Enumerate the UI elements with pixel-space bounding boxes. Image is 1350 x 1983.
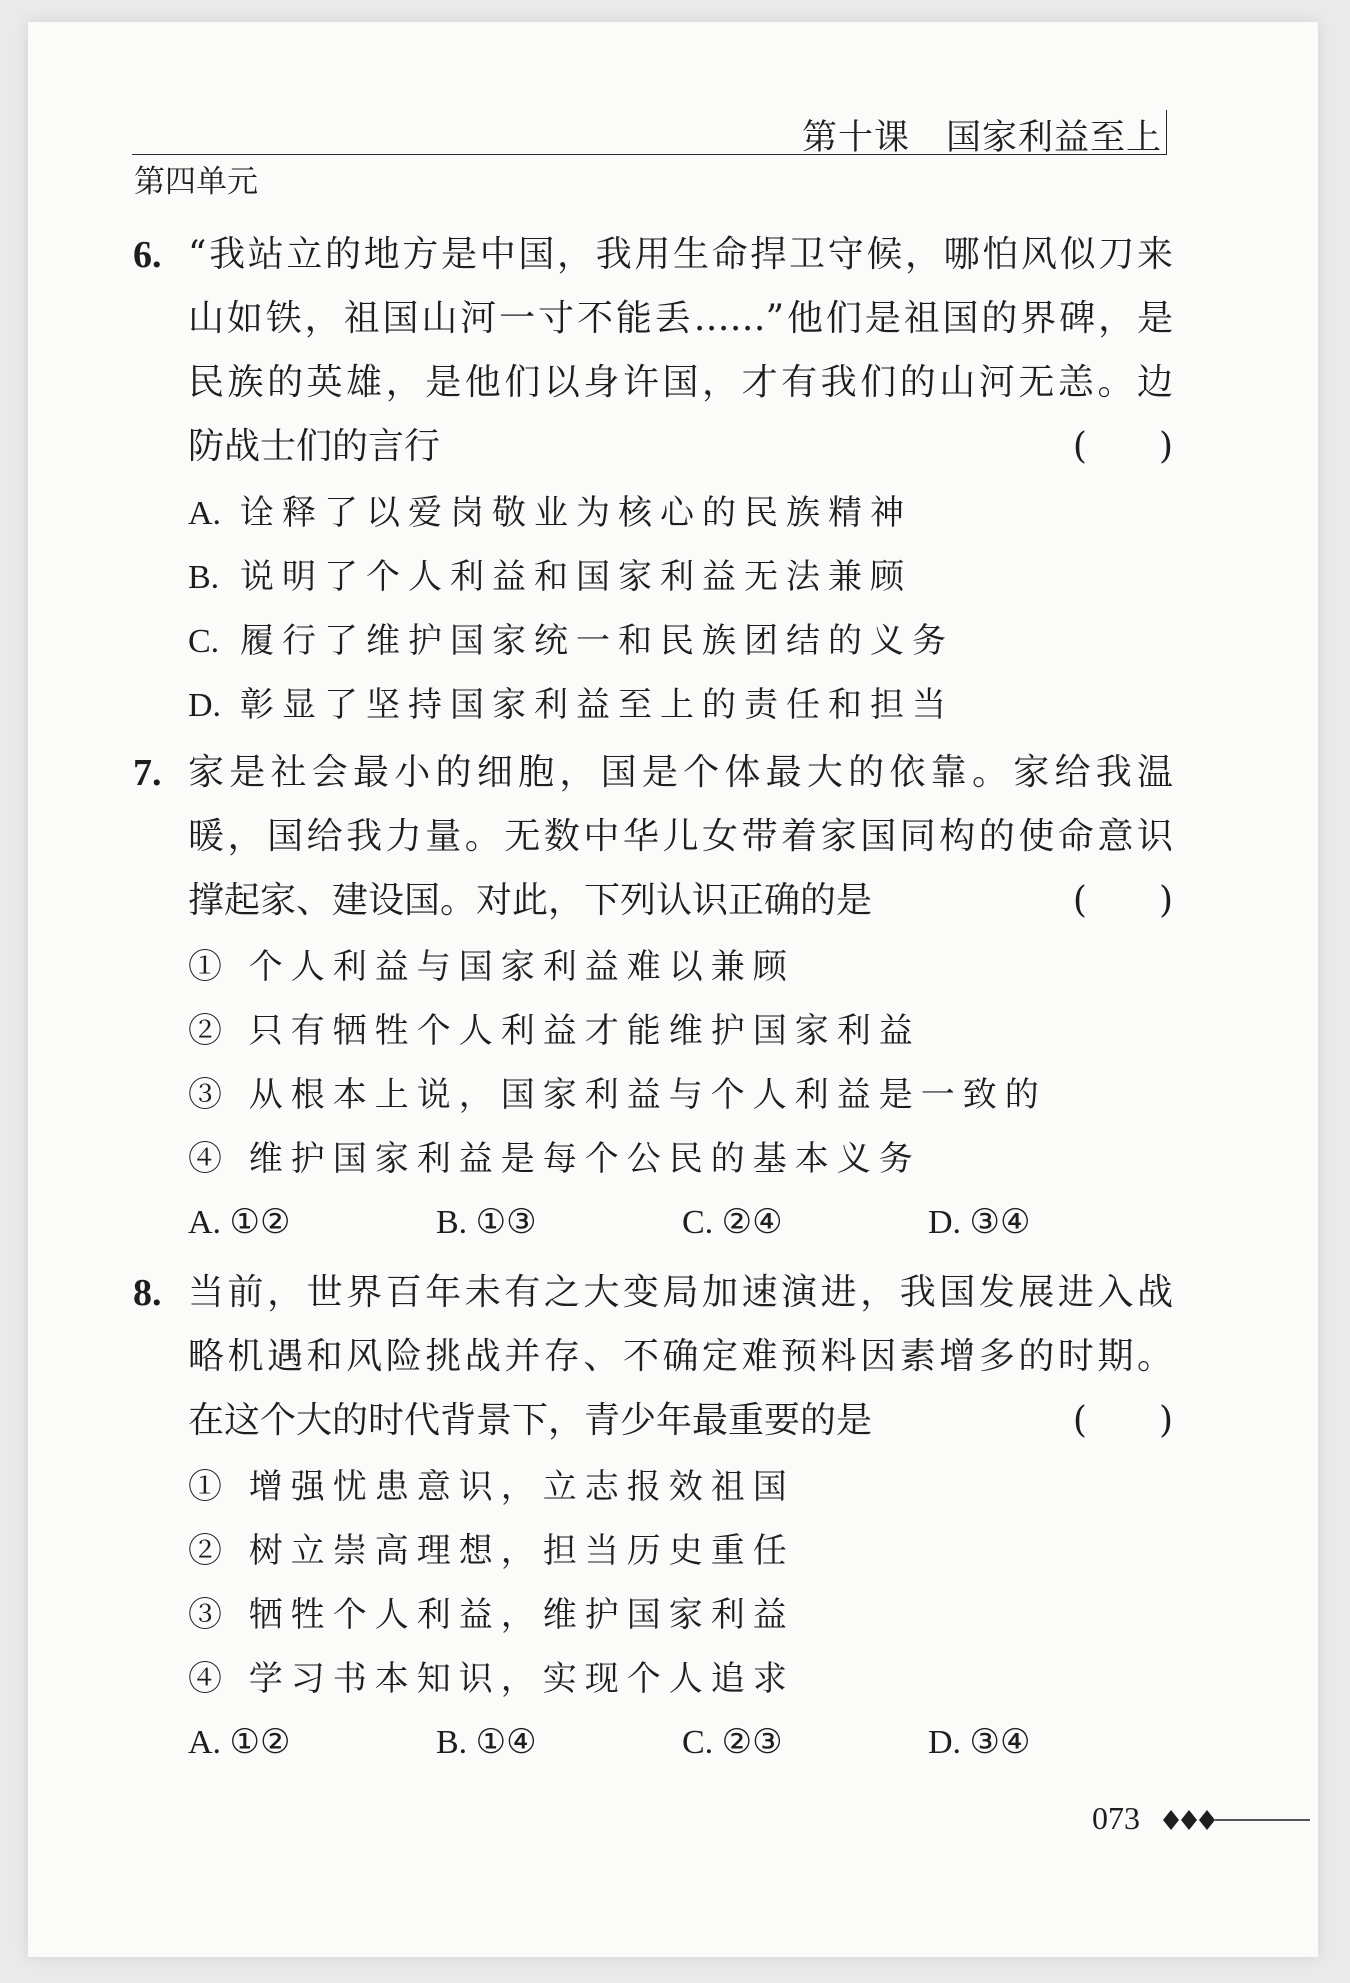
unit-label: 第四单元 [134, 164, 258, 200]
option-c [188, 608, 954, 675]
statement-3: ③ 从根本上说，国家利益与个人利益是一致的 [188, 1075, 1047, 1115]
option-letter: B. [188, 559, 220, 596]
question-stem-line: 家是社会最小的细胞，国是个体最大的依靠。家给我温 [188, 752, 1173, 793]
question-stem-line: 在这个大的时代背景下，青少年最重要的是 [188, 1400, 873, 1441]
option-text: 说明了个人利益和国家利益无法兼顾 [240, 557, 912, 597]
answer-choice-d: D. ③④ [928, 1724, 1031, 1761]
option-text: 彰显了坚持国家利益至上的责任和担当 [240, 685, 954, 725]
header-divider-vertical [1166, 110, 1167, 155]
answer-bracket: ( ) [1072, 880, 1173, 921]
question-stem-line: “我站立的地方是中国，我用生命捍卫守候，哪怕风似刀来 [188, 234, 1173, 275]
statement-1: ① 个人利益与国家利益难以兼顾 [188, 947, 795, 987]
question-stem-line: 山如铁，祖国山河一寸不能丢……”他们是祖国的界碑，是 [188, 298, 1173, 339]
statement-2: ② 树立崇高理想，担当历史重任 [188, 1531, 795, 1571]
diamond-ornament-icon [1160, 1805, 1310, 1835]
question-stem-line: 略机遇和风险挑战并存、不确定难预料因素增多的时期。 [188, 1336, 1173, 1377]
question-number: 6. [133, 234, 162, 276]
option-letter: A. [188, 495, 222, 532]
option-letter: C. [188, 623, 220, 660]
header-rule [132, 154, 1166, 155]
question-stem-line: 暖，国给我力量。无数中华儿女带着家国同构的使命意识 [188, 816, 1173, 857]
statement-2: ② 只有牺牲个人利益才能维护国家利益 [188, 1011, 921, 1051]
option-a [188, 480, 912, 547]
statement-4: ④ 维护国家利益是每个公民的基本义务 [188, 1139, 921, 1179]
option-text: 履行了维护国家统一和民族团结的义务 [240, 621, 954, 661]
option-b [188, 544, 912, 611]
question-number: 7. [133, 752, 162, 794]
answer-choice-d: D. ③④ [928, 1204, 1031, 1241]
question-stem-line: 当前，世界百年未有之大变局加速演进，我国发展进入战 [188, 1272, 1173, 1313]
statement-4: ④ 学习书本知识，实现个人追求 [188, 1659, 795, 1699]
page-number: 073 [1092, 1800, 1140, 1836]
answer-choice-c: C. ②③ [682, 1724, 783, 1761]
answer-choice-a: A. ①② [188, 1204, 291, 1241]
question-number: 8. [133, 1272, 162, 1314]
answer-choice-a: A. ①② [188, 1724, 291, 1761]
question-stem-line: 民族的英雄，是他们以身许国，才有我们的山河无恙。边 [188, 362, 1173, 403]
answer-choice-c: C. ②④ [682, 1204, 783, 1241]
option-d [188, 672, 954, 739]
question-stem-line: 防战士们的言行 [188, 426, 441, 467]
question-stem-line: 撑起家、建设国。对此，下列认识正确的是 [188, 880, 873, 921]
answer-bracket: ( ) [1072, 426, 1173, 467]
option-text: 诠释了以爱岗敬业为核心的民族精神 [240, 493, 912, 533]
statement-1: ① 增强忧患意识，立志报效祖国 [188, 1467, 795, 1507]
statement-3: ③ 牺牲个人利益，维护国家利益 [188, 1595, 795, 1635]
answer-choice-b: B. ①③ [436, 1204, 537, 1241]
answer-bracket: ( ) [1072, 1400, 1173, 1441]
option-letter: D. [188, 687, 222, 724]
answer-choice-b: B. ①④ [436, 1724, 537, 1761]
lesson-title: 第十课 国家利益至上 [801, 118, 1162, 158]
